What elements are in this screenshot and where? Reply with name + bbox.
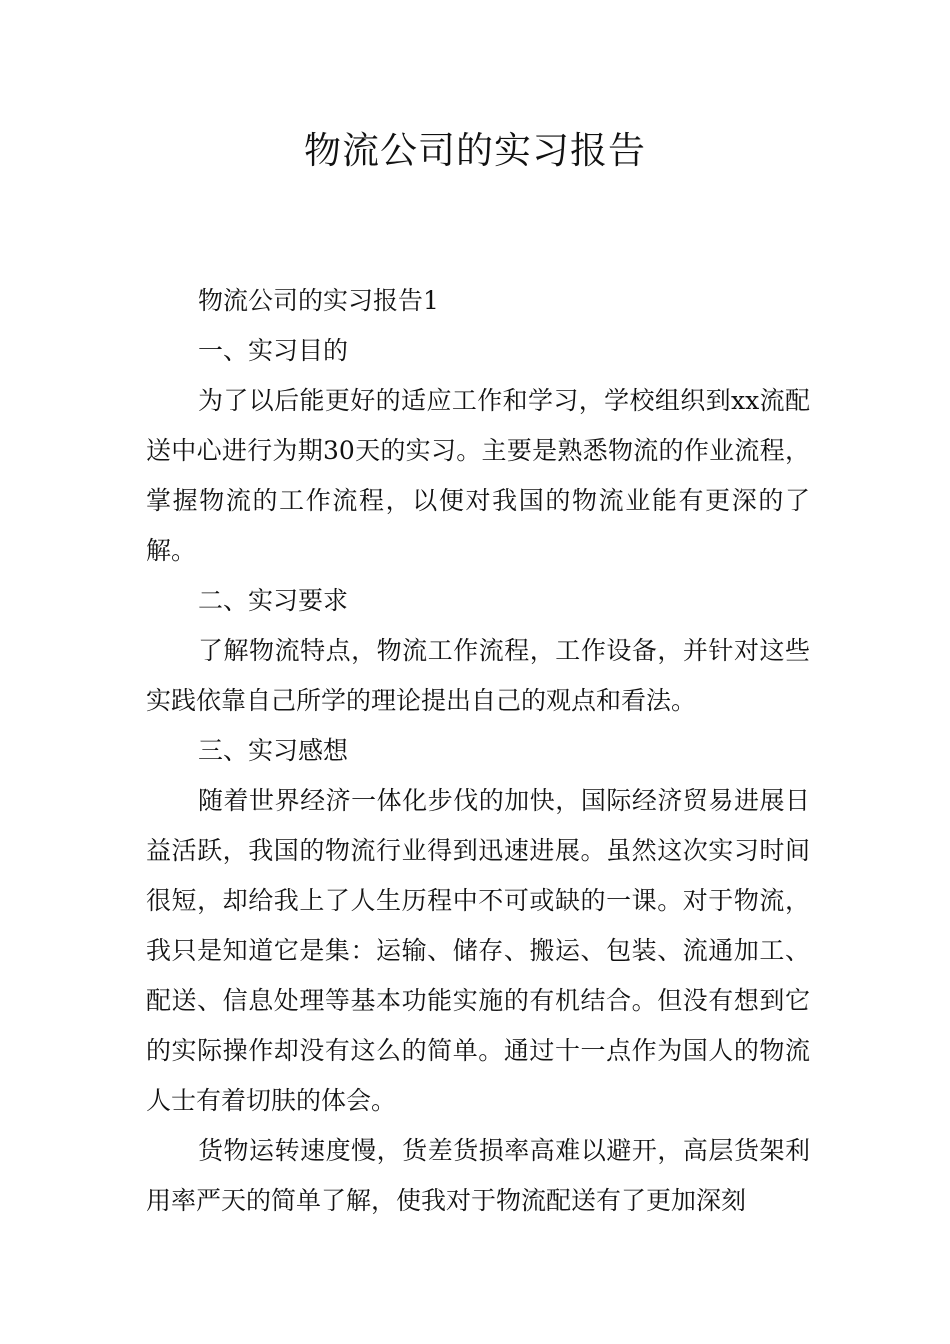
- paragraph-requirements: 了解物流特点，物流工作流程，工作设备，并针对这些实践依靠自己所学的理论提出自己的观点和看法。: [146, 636, 810, 715]
- section-heading-requirements: 二、实习要求: [198, 586, 349, 615]
- document-title: 物流公司的实习报告: [304, 129, 646, 172]
- document-body: [146, 276, 810, 1226]
- report-subtitle: 物流公司的实习报告1: [198, 286, 439, 315]
- section-heading-reflections: 三、实习感想: [198, 736, 349, 765]
- paragraph-reflections: 随着世界经济一体化步伐的加快，国际经济贸易进展日益活跃，我国的物流行业得到迅速进展。虽然这次实习时间很短，却给我上了人生历程中不可或缺的一课。对于物流，我只是知道它是集：运输、储存、搬运、包装、流通加工、配送、信息处理等基本功能实施的有机结合。但没有想到它的实际操作却没有这么的简单。通过十一点作为国人的物流人士有着切肤的体会。: [146, 786, 810, 1115]
- paragraph-reflections-continued: 货物运转速度慢，货差货损率高难以避开，高层货架利用率严天的简单了解，使我对于物流配送有了更加深刻: [146, 1136, 810, 1215]
- section-heading-purpose: 一、实习目的: [198, 336, 349, 365]
- paragraph-purpose: 为了以后能更好的适应工作和学习，学校组织到xx流配送中心进行为期30天的实习。主要是熟悉物流的作业流程，掌握物流的工作流程，以便对我国的物流业能有更深的了解。: [146, 386, 810, 565]
